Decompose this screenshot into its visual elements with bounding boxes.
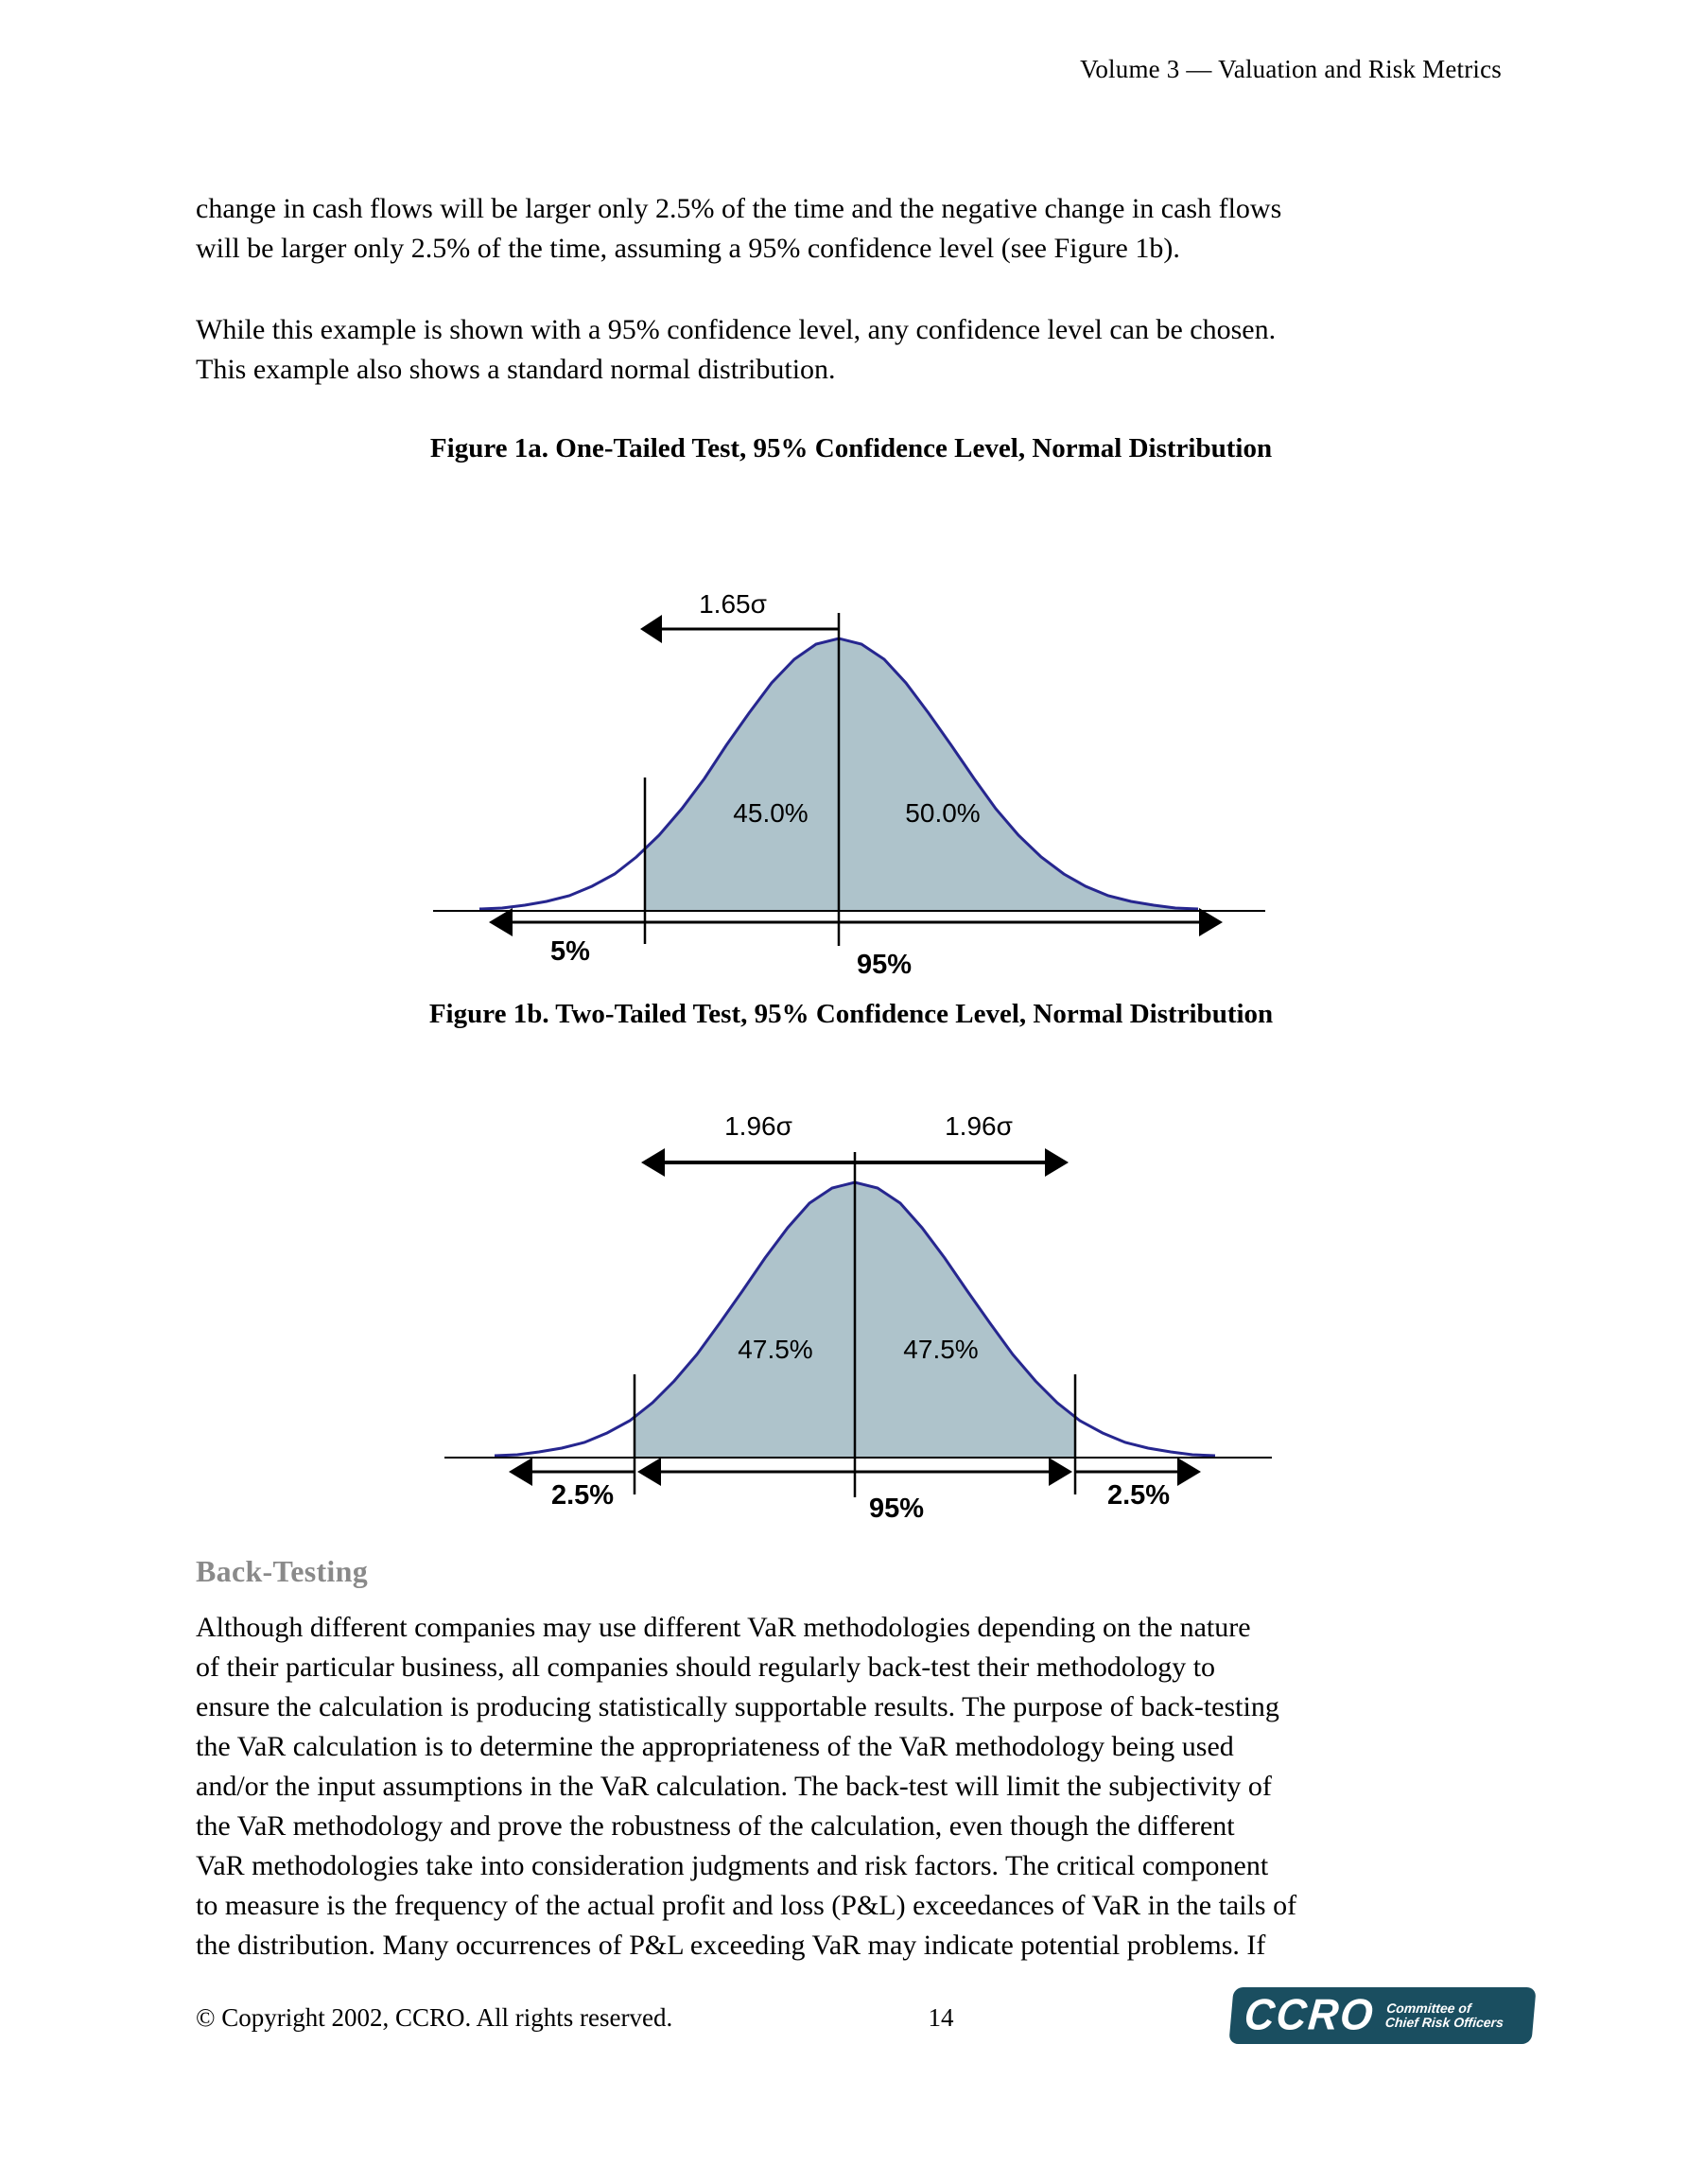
body-line: the VaR calculation is to determine the appropriateness of the VaR methodology being used bbox=[196, 1731, 1234, 1762]
figure-1b-title: Figure 1b. Two-Tailed Test, 95% Confidence Level, Normal Distribution bbox=[428, 999, 1274, 1029]
arrowhead-left-icon bbox=[509, 1458, 532, 1486]
paragraph bbox=[196, 189, 1567, 269]
body-line: This example also shows a standard normal distribution. bbox=[196, 354, 836, 385]
ccro-logo bbox=[1228, 1987, 1536, 2044]
arrowhead-left-icon bbox=[489, 908, 513, 936]
area-right-label: 50.0% bbox=[905, 798, 981, 828]
ccro-logo-subtext-line2: Chief Risk Officers bbox=[1384, 2015, 1504, 2030]
arrowhead-right-icon bbox=[1049, 1458, 1072, 1486]
arrowhead-left-icon bbox=[640, 615, 662, 643]
body-line: While this example is shown with a 95% confidence level, any confidence level can be chosen. bbox=[196, 314, 1277, 345]
sigma-label: 1.65σ bbox=[699, 589, 767, 619]
sigma-right-label: 1.96σ bbox=[945, 1111, 1013, 1141]
confidence-label: 95% bbox=[856, 950, 913, 980]
arrowhead-right-icon bbox=[1177, 1458, 1201, 1486]
tail-right-label: 2.5% bbox=[1106, 1480, 1171, 1511]
area-right-label: 47.5% bbox=[903, 1335, 979, 1364]
page-header: Volume 3 — Valuation and Risk Metrics bbox=[1080, 55, 1502, 83]
ccro-logo-subtext-line1: Committee of bbox=[1385, 2001, 1472, 2016]
ccro-logo-subtext bbox=[1384, 2001, 1505, 2030]
body-line: VaR methodologies take into consideration judgments and risk factors. The critical component bbox=[196, 1850, 1269, 1881]
area-left-label: 47.5% bbox=[738, 1335, 813, 1364]
paragraph bbox=[196, 310, 1567, 390]
body-line: the distribution. Many occurrences of P&L exceeding VaR may indicate potential problems. If bbox=[196, 1930, 1266, 1961]
tail-label: 5% bbox=[550, 936, 590, 967]
body-line: will be larger only 2.5% of the time, assuming a 95% confidence level (see Figure 1b). bbox=[196, 233, 1180, 264]
shaded-area bbox=[645, 638, 1198, 911]
body-line: Although different companies may use different VaR methodologies depending on the nature bbox=[196, 1612, 1251, 1643]
arrowhead-right-icon bbox=[1199, 908, 1223, 936]
arrowhead-left-icon bbox=[641, 1148, 665, 1177]
ccro-logo-acronym: CCRO bbox=[1242, 1990, 1377, 2040]
body-line: and/or the input assumptions in the VaR calculation. The back-test will limit the subjectivity of bbox=[196, 1771, 1272, 1802]
confidence-label: 95% bbox=[868, 1494, 925, 1524]
body-line: to measure is the frequency of the actual profit and loss (P&L) exceedances of VaR in the tails of bbox=[196, 1890, 1297, 1921]
section-heading-back-testing: Back-Testing bbox=[196, 1554, 369, 1588]
body-line: of their particular business, all companies should regularly back-test their methodology to bbox=[196, 1651, 1216, 1683]
arrowhead-left-icon bbox=[637, 1458, 661, 1486]
body-line: the VaR methodology and prove the robustness of the calculation, even though the different bbox=[196, 1810, 1235, 1842]
figure-1a-title: Figure 1a. One-Tailed Test, 95% Confidence Level, Normal Distribution bbox=[429, 433, 1273, 463]
area-left-label: 45.0% bbox=[733, 798, 809, 828]
page-number: 14 bbox=[928, 2003, 954, 2032]
body-line: ensure the calculation is producing statistically supportable results. The purpose of back-testing bbox=[196, 1691, 1279, 1722]
figure-1a-chart bbox=[369, 530, 1314, 1003]
body-line: change in cash flows will be larger only 2.5% of the time and the negative change in cash flows bbox=[196, 193, 1282, 224]
sigma-left-label: 1.96σ bbox=[724, 1111, 792, 1141]
tail-left-label: 2.5% bbox=[550, 1480, 615, 1511]
footer-copyright: © Copyright 2002, CCRO. All rights reserved. bbox=[196, 2003, 673, 2032]
paragraph bbox=[196, 1608, 1567, 1966]
arrowhead-right-icon bbox=[1045, 1148, 1069, 1177]
figure-1b-chart bbox=[369, 1067, 1371, 1559]
